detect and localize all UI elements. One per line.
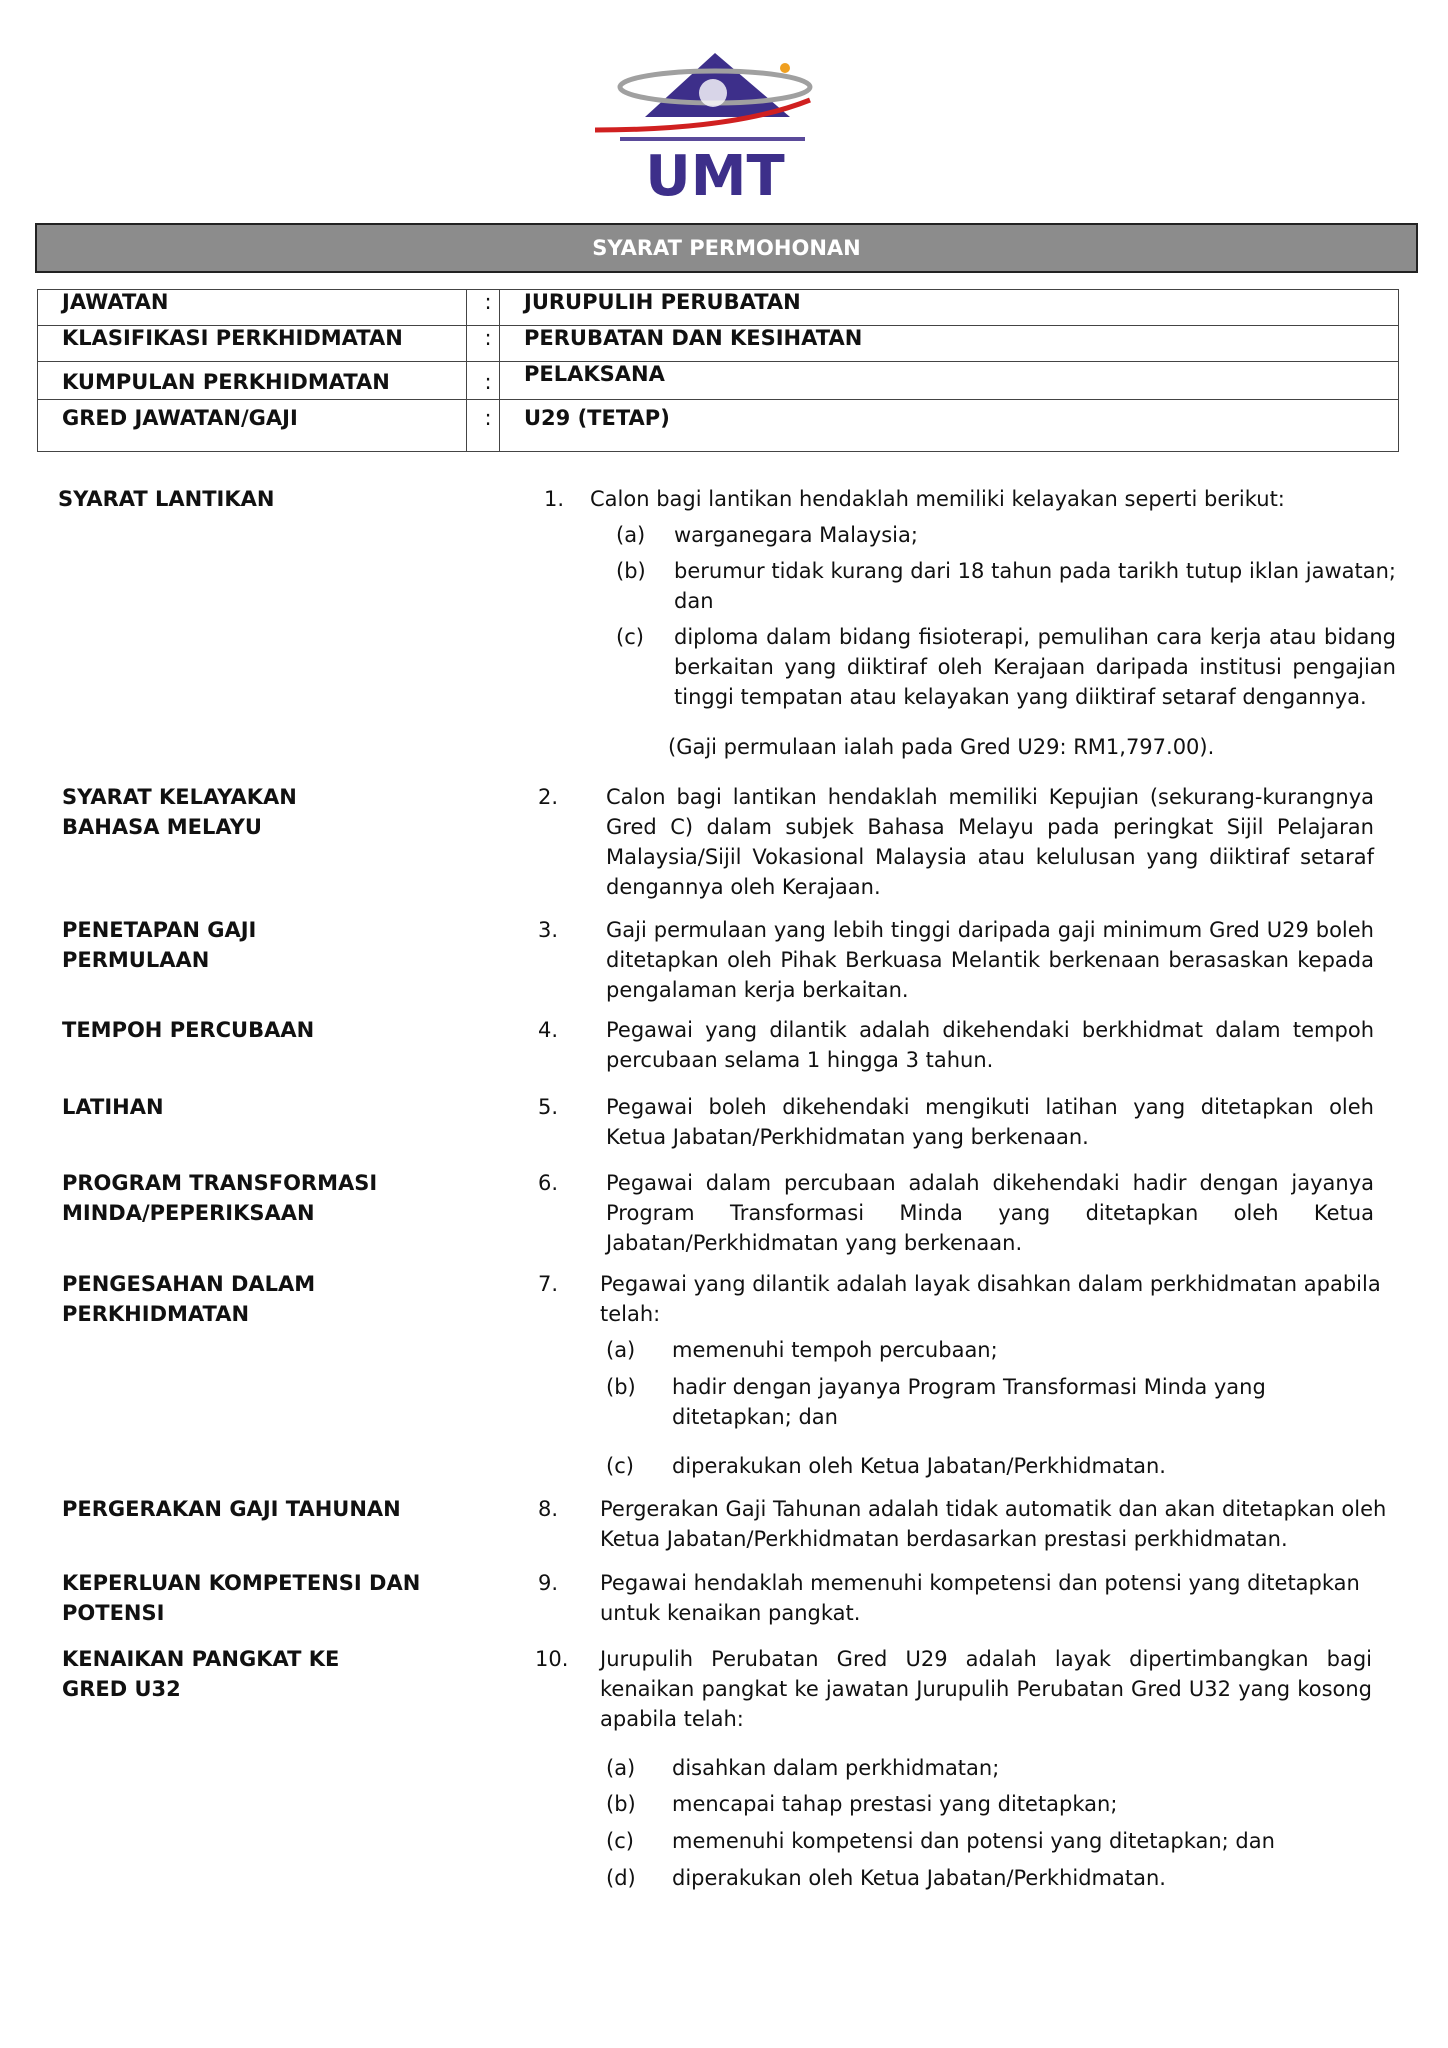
section-text: Calon bagi lantikan hendaklah memiliki kelayakan seperti berikut: — [590, 487, 1285, 511]
section-number: 4. — [538, 1018, 559, 1042]
section-text: Jurupulih Perubatan Gred U29 adalah layak dipertimbangkan bagi kenaikan pangkat ke jawatan Jurupulih Perubatan Gred U32 yang kosong apabila telah: — [600, 1647, 1372, 1731]
info-value: PELAKSANA — [500, 362, 1399, 400]
section-label: KENAIKAN PANGKAT KE GRED U32 — [62, 1647, 340, 1701]
section-number: 5. — [538, 1095, 559, 1119]
section-number: 9. — [538, 1571, 559, 1595]
section-text: Pegawai hendaklah memenuhi kompetensi dan potensi yang ditetapkan untuk kenaikan pangkat. — [600, 1571, 1360, 1625]
umt-logo — [585, 45, 845, 205]
section-text: Pergerakan Gaji Tahunan adalah tidak automatik dan akan ditetapkan oleh Ketua Jabatan/Perkhidmatan berdasarkan prestasi perkhidmatan. — [600, 1497, 1387, 1551]
separator: : — [467, 400, 500, 452]
info-key: GRED JAWATAN/GAJI — [38, 400, 467, 452]
section-label: PERGERAKAN GAJI TAHUNAN — [62, 1497, 401, 1521]
info-key: KUMPULAN PERKHIDMATAN — [38, 362, 467, 400]
separator: : — [467, 290, 500, 326]
info-key: KLASIFIKASI PERKHIDMATAN — [38, 326, 467, 362]
section-number: 2. — [538, 785, 559, 809]
section-label: PROGRAM TRANSFORMASI MINDA/PEPERIKSAAN — [62, 1171, 378, 1225]
salary-note: (Gaji permulaan ialah pada Gred U29: RM1,797.00). — [668, 735, 1215, 759]
section-text: Pegawai yang dilantik adalah dikehendaki berkhidmat dalam tempoh percubaan selama 1 hingga 3 tahun. — [606, 1018, 1374, 1072]
table-row — [38, 400, 1399, 452]
section-number: 7. — [538, 1272, 559, 1296]
section-number: 6. — [538, 1171, 559, 1195]
page-title: SYARAT PERMOHONAN — [35, 223, 1418, 273]
section-label: SYARAT KELAYAKAN BAHASA MELAYU — [62, 785, 297, 839]
section-label: PENGESAHAN DALAM PERKHIDMATAN — [62, 1272, 316, 1326]
separator: : — [467, 326, 500, 362]
section-text: Pegawai boleh dikehendaki mengikuti latihan yang ditetapkan oleh Ketua Jabatan/Perkhidmatan yang berkenaan. — [606, 1095, 1374, 1149]
info-key: JAWATAN — [38, 290, 467, 326]
table-row — [38, 362, 1399, 400]
section-number: 1. — [544, 487, 565, 511]
info-value: JURUPULIH PERUBATAN — [500, 290, 1399, 326]
section-text: Gaji permulaan yang lebih tinggi daripada gaji minimum Gred U29 boleh ditetapkan oleh Pihak Berkuasa Melantik berkenaan berasaskan kepada pengalaman kerja berkaitan. — [606, 918, 1374, 1002]
svg-text:UMT: UMT — [645, 144, 785, 205]
section-label: SYARAT LANTIKAN — [58, 487, 275, 511]
info-value: PERUBATAN DAN KESIHATAN — [500, 326, 1399, 362]
info-value: U29 (TETAP) — [500, 400, 1399, 452]
section-text: Calon bagi lantikan hendaklah memiliki Kepujian (sekurang-kurangnya Gred C) dalam subjek Bahasa Melayu pada peringkat Sijil Pelajaran Malaysia/Sijil Vokasional Malaysia atau kelulusan yang diiktiraf setaraf dengannya oleh Kerajaan. — [606, 785, 1374, 899]
section-number: 8. — [538, 1497, 559, 1521]
table-row — [38, 290, 1399, 326]
section-number: 10. — [535, 1647, 569, 1671]
section-number: 3. — [538, 918, 559, 942]
section-text: Pegawai yang dilantik adalah layak disahkan dalam perkhidmatan apabila telah: — [600, 1272, 1381, 1326]
section-label: PENETAPAN GAJI PERMULAAN — [62, 918, 257, 972]
section-label: KEPERLUAN KOMPETENSI DAN POTENSI — [62, 1571, 421, 1625]
section-label: TEMPOH PERCUBAAN — [62, 1018, 315, 1042]
section-text: Pegawai dalam percubaan adalah dikehendaki hadir dengan jayanya Program Transformasi Minda yang ditetapkan oleh Ketua Jabatan/Perkhidmatan yang berkenaan. — [606, 1171, 1374, 1255]
job-info-table — [37, 289, 1399, 452]
separator: : — [467, 362, 500, 400]
table-row — [38, 326, 1399, 362]
section-label: LATIHAN — [62, 1095, 164, 1119]
